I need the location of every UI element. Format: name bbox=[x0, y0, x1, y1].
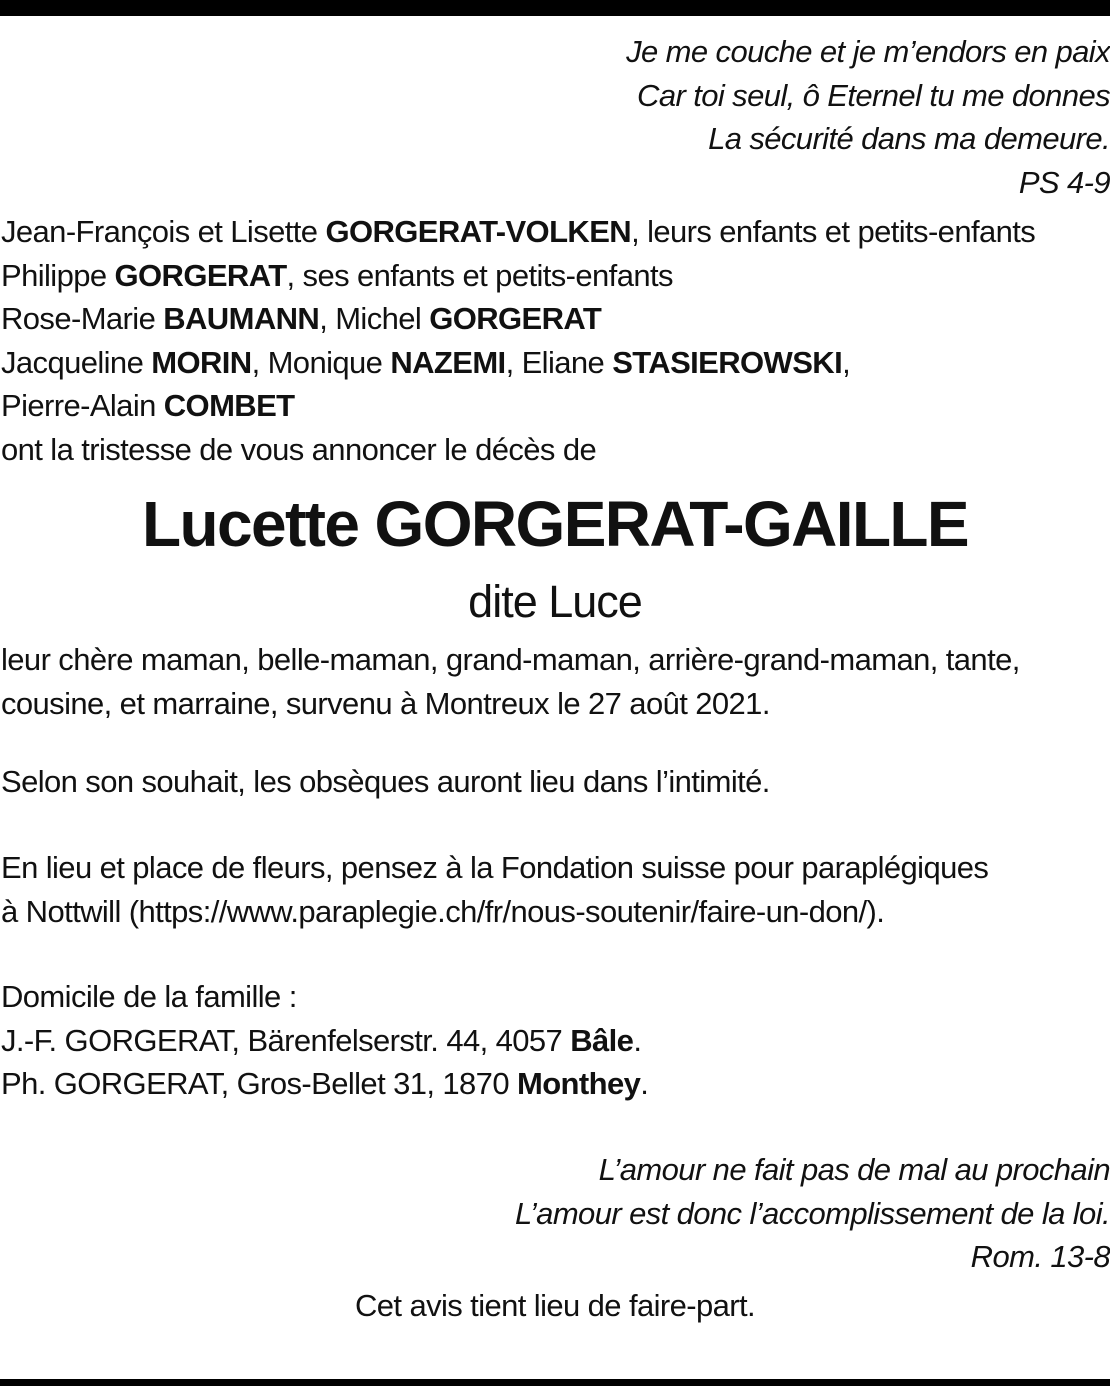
family-line: Pierre-Alain COMBET bbox=[1, 388, 295, 423]
family-line: Jacqueline MORIN, Monique NAZEMI, Eliane STASIEROWSKI, bbox=[1, 344, 851, 380]
closing-bible-verse bbox=[515, 1148, 1110, 1279]
family-surname: GORGERAT-VOLKEN bbox=[325, 214, 632, 249]
domicile-city: Monthey bbox=[516, 1066, 641, 1101]
family-surname: NAZEMI bbox=[390, 344, 506, 380]
domicile-address: Ph. GORGERAT, Gros-Bellet 31, 1870 Monthey. bbox=[1, 1066, 649, 1101]
opening-psalm-verse bbox=[626, 30, 1110, 204]
family-surname: GORGERAT bbox=[114, 257, 287, 293]
family-line: Rose-Marie BAUMANN, Michel GORGERAT bbox=[1, 301, 602, 336]
funeral-paragraph bbox=[1, 760, 770, 804]
verse-reference: PS 4-9 bbox=[1018, 164, 1110, 200]
family-surname: STASIEROWSKI bbox=[612, 344, 843, 380]
paragraph-line: Selon son souhait, les obsèques auront lieu dans l’intimité. bbox=[1, 764, 770, 799]
closing-note: Cet avis tient lieu de faire-part. bbox=[354, 1288, 756, 1323]
family-line: Philippe GORGERAT, ses enfants et petits-enfants bbox=[1, 257, 673, 293]
donation-paragraph bbox=[1, 846, 988, 933]
deceased-nickname: dite Luce bbox=[468, 576, 642, 627]
paragraph-line: à Nottwill (https://www.paraplegie.ch/fr/nous-soutenir/faire-un-don/). bbox=[1, 893, 885, 929]
family-announcement bbox=[1, 210, 1035, 471]
family-surname: MORIN bbox=[151, 344, 252, 380]
verse-line: L’amour ne fait pas de mal au prochain bbox=[598, 1152, 1110, 1187]
verse-line: La sécurité dans ma demeure. bbox=[708, 121, 1110, 156]
announcement-line: ont la tristesse de vous annoncer le décès de bbox=[1, 431, 597, 467]
family-domicile bbox=[1, 975, 648, 1106]
paragraph-line: leur chère maman, belle-maman, grand-maman, arrière-grand-maman, tante, bbox=[1, 642, 1020, 677]
paragraph-line: cousine, et marraine, survenu à Montreux le 27 août 2021. bbox=[1, 685, 770, 721]
domicile-heading: Domicile de la famille : bbox=[1, 979, 297, 1014]
family-line: Jean-François et Lisette GORGERAT-VOLKEN, leurs enfants et petits-enfants bbox=[1, 214, 1036, 249]
verse-reference: Rom. 13-8 bbox=[970, 1239, 1110, 1274]
verse-line: L’amour est donc l’accomplissement de la loi. bbox=[514, 1195, 1110, 1231]
deceased-name: Lucette GORGERAT-GAILLE bbox=[141, 488, 969, 560]
family-surname: GORGERAT bbox=[429, 301, 602, 336]
paragraph-line: En lieu et place de fleurs, pensez à la Fondation suisse pour paraplégiques bbox=[1, 850, 989, 885]
family-surname: BAUMANN bbox=[163, 301, 320, 336]
family-surname: COMBET bbox=[163, 388, 295, 423]
verse-line: Je me couche et je m’endors en paix bbox=[626, 34, 1110, 69]
relationship-paragraph bbox=[1, 638, 1020, 725]
domicile-address: J.-F. GORGERAT, Bärenfelserstr. 44, 4057 Bâle. bbox=[1, 1022, 642, 1058]
bottom-border-rule bbox=[0, 1379, 1110, 1386]
domicile-city: Bâle bbox=[570, 1022, 634, 1058]
verse-line: Car toi seul, ô Eternel tu me donnes bbox=[637, 77, 1110, 113]
